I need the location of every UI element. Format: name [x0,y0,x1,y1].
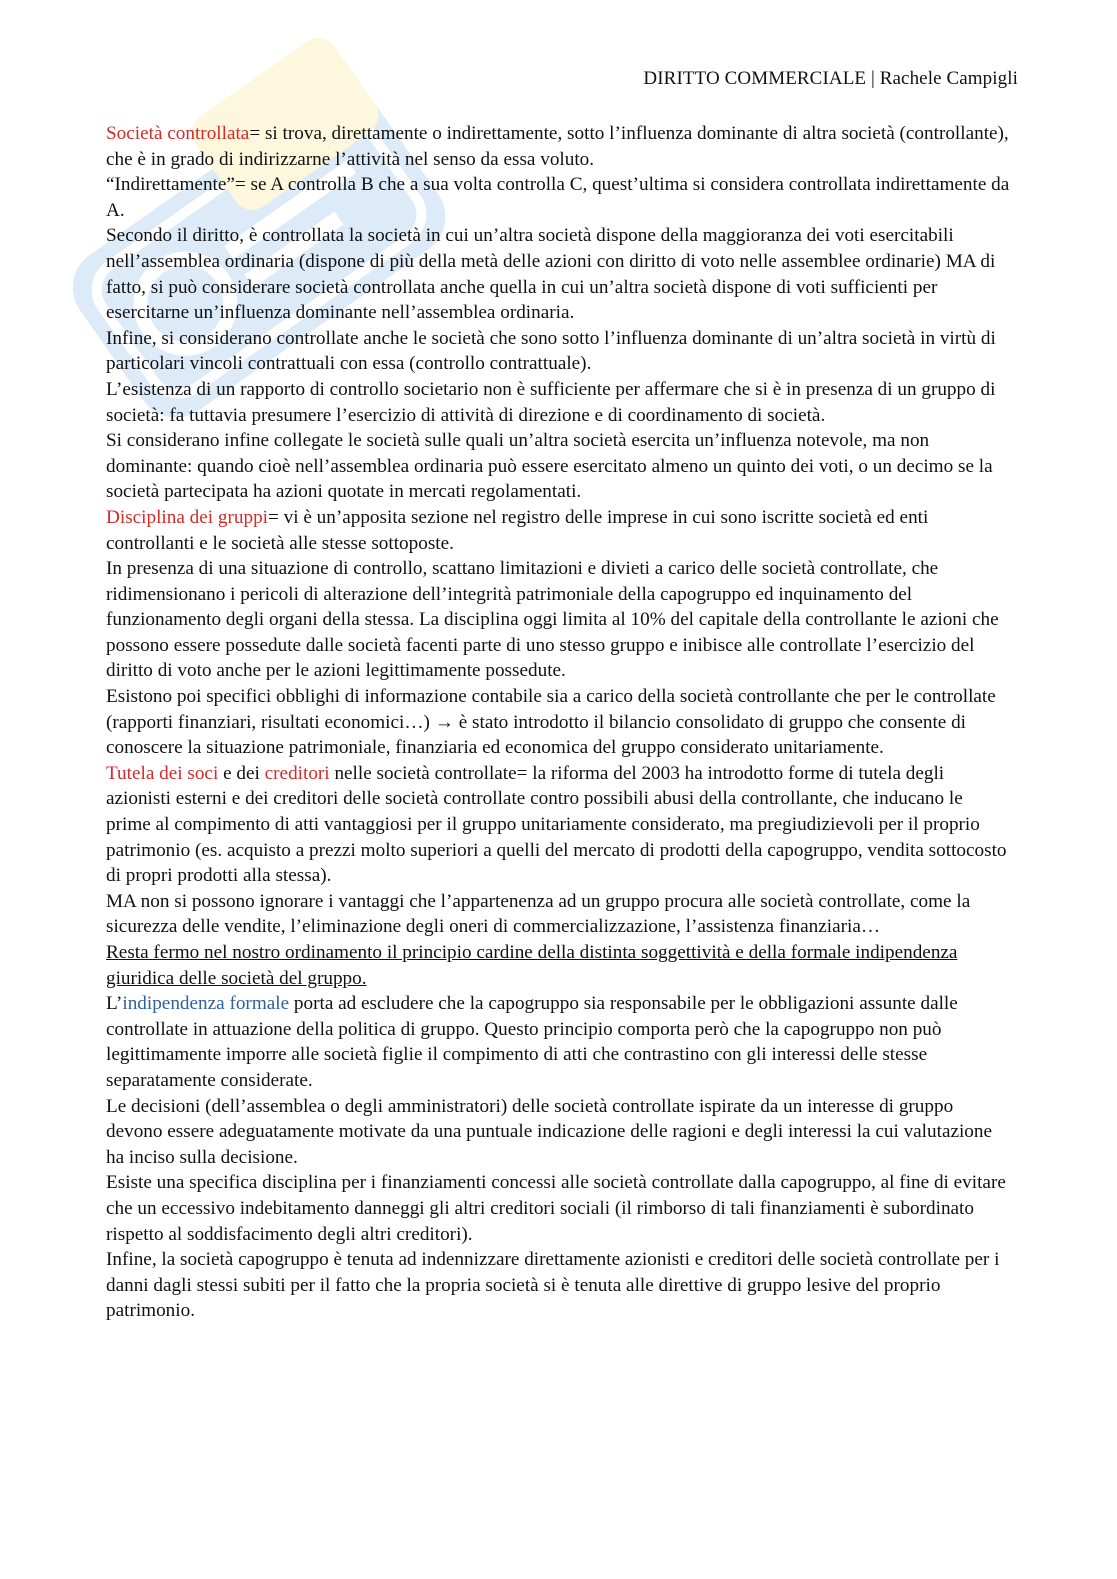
paragraph-diritto: Secondo il diritto, è controllata la società in cui un’altra società dispone della maggioranza dei voti esercitabili nell’assemblea ordinaria (dispone di più della metà delle azioni con diritto di voto nelle assemblee ordinarie) MA di fatto, si può considerare società controllata anche quella in cui un’altra società dispone di voti sufficienti per esercitarne un’influenza dominante nell’assemblea ordinaria. [106,225,996,324]
term-disciplina-gruppi: Disciplina dei gruppi [106,506,268,528]
paragraph-vantaggi: MA non si possono ignorare i vantaggi che l’appartenenza ad un gruppo procura alle società controllate, come la sicurezza delle vendite, l’eliminazione degli oneri di commercializzazione, l’assistenza finanziaria… [106,890,971,938]
term-societa-controllata: Società controllata [106,123,250,144]
paragraph-disciplina-gruppi [106,505,1011,556]
paragraph-text: porta ad escludere che la capogruppo sia responsabile per le obbligazioni assunte dalle controllate in attuazione della politica di gruppo. Questo principio comporta però che la capogruppo non può legittimamente imporre alle società figlie il compimento di atti che contrastino con gli interessi delle stesse separatamente considerate. [106,993,958,1091]
paragraph-text: e dei [218,762,265,784]
paragraph-text: = vi è un’apposita sezione nel registro delle imprese in cui sono iscritte società ed enti controllanti e le società alle stesse sottoposte. [106,506,929,554]
paragraph-tutela [106,761,1011,889]
term-tutela-soci: Tutela dei soci [106,762,219,784]
paragraph-gruppo-societa: L’esistenza di un rapporto di controllo societario non è sufficiente per affermare che si è in presenza di un gruppo di società: fa tuttavia presumere l’esercizio di attività di direzione e di coordinamento di società. [106,378,996,426]
paragraph-controllo-contrattuale: Infine, si considerano controllate anche le società che sono sotto l’influenza dominante di un’altra società in virtù di particolari vincoli contrattuali con essa (controllo contrattuale). [106,327,996,375]
header-separator: | [870,68,875,89]
header-author: Rachele Campigli [879,68,1018,89]
paragraph-text: = si trova, direttamente o indirettamente, sotto l’influenza dominante di altra società (controllante), che è in grado di indirizzarne l’attività nel senso da essa voluto. [106,123,1009,170]
paragraph-societa-controllata [106,121,1011,172]
page-header [643,68,1018,90]
term-creditori: creditori [264,762,330,784]
paragraph-indennizzo: Infine, la società capogruppo è tenuta ad indennizzare direttamente azionisti e creditori delle società controllate per i danni dagli stessi subiti per il fatto che la propria società si è tenuta alle direttive di gruppo lesive del proprio patrimonio. [106,1249,1000,1322]
document-body [106,121,1011,1324]
term-indipendenza-formale: indipendenza formale [122,993,290,1015]
paragraph-decisioni: Le decisioni (dell’assemblea o degli amministratori) delle società controllate ispirate da un interesse di gruppo devono essere adeguatamente motivate da una puntuale indicazione delle ragioni e degli interessi la cui valutazione ha inciso sulla decisione. [106,1095,993,1168]
paragraph-limitazioni: In presenza di una situazione di controllo, scattano limitazioni e divieti a carico delle società controllate, che ridimensionano i pericoli di alterazione dell’integrità patrimoniale della capogruppo ed inquinamento del funzionamento degli organi della stessa. La disciplina oggi limita al 10% del capitale della controllante le azioni che possono essere possedute dalle società facenti parte di uno stesso gruppo e inibisce alle controllate l’esercizio del diritto di voto anche per le azioni legittimamente possedute. [106,558,999,682]
paragraph-principio-cardine: Resta fermo nel nostro ordinamento il principio cardine della distinta soggettività e della formale indipendenza giuridica delle società del gruppo. [106,942,958,989]
paragraph-finanziamenti: Esiste una specifica disciplina per i finanziamenti concessi alle società controllate dalla capogruppo, al fine di evitare che un eccessivo indebitamento danneggi gli altri creditori sociali (il rimborso di tali finanziamenti è subordinato rispetto al soddisfacimento degli altri creditori). [106,1172,1006,1245]
paragraph-informazione-contabile: Esistono poi specifici obblighi di informazione contabile sia a carico della società controllante che per le controllate (rapporti finanziari, risultati economici…) → è stato introdotto il bilancio consolidato di gruppo che consente di conoscere la situazione patrimoniale, finanziaria ed economica del gruppo considerato unitariamente. [106,686,996,759]
paragraph-indipendenza-formale [106,991,1011,1093]
paragraph-text: nelle società controllate= la riforma del 2003 ha introdotto forme di tutela degli azionisti esterni e dei creditori delle società controllate contro possibili abusi della controllante, che inducano le prime al compimento di atti vantaggiosi per il gruppo unitariamente considerato, ma pregiudizievoli per il proprio patrimonio (es. acquisto a prezzi molto superiori a quelli del mercato di prodotti della capogruppo, vendita sottocosto di propri prodotti alla stessa). [106,762,1007,887]
header-course: DIRITTO COMMERCIALE [643,68,867,89]
paragraph-collegate: Si considerano infine collegate le società sulle quali un’altra società esercita un’influenza notevole, ma non dominante: quando cioè nell’assemblea ordinaria può essere esercitato almeno un quinto dei voti, o un decimo se la società partecipata ha azioni quotate in mercati regolamentati. [106,430,993,503]
paragraph-text: L’ [106,993,123,1015]
paragraph-indirettamente: “Indirettamente”= se A controlla B che a sua volta controlla C, quest’ultima si considera controllata indirettamente da A. [106,174,1010,221]
